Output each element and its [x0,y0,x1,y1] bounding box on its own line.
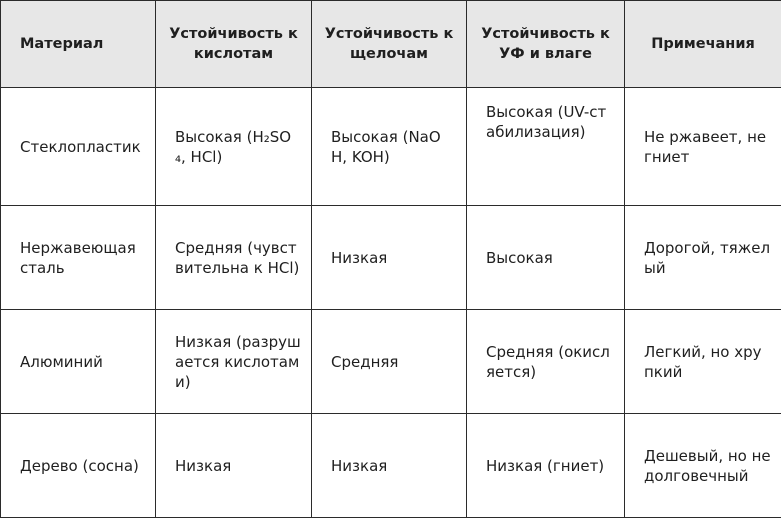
cell-notes: Не ржавеет, не гниет [625,88,781,206]
cell-notes: Легкий, но хрупкий [625,310,781,414]
cell-notes: Дорогой, тяжелый [625,206,781,310]
cell-uv: Высокая [467,206,625,310]
cell-alkali: Низкая [312,414,467,518]
cell-acid: Низкая (разрушается кислотами) [156,310,312,414]
header-notes: Примечания [625,1,781,88]
cell-uv: Низкая (гниет) [467,414,625,518]
cell-uv: Средняя (окисляется) [467,310,625,414]
cell-alkali: Высокая (NaOH, KOH) [312,88,467,206]
table-row [1,414,781,518]
cell-material: Стеклопластик [1,88,156,206]
cell-notes: Дешевый, но недолговечный [625,414,781,518]
table-row [1,206,781,310]
cell-material: Дерево (сосна) [1,414,156,518]
cell-material: Нержавеющая сталь [1,206,156,310]
header-acid-resistance: Устойчивость к кислотам [156,1,312,88]
table-header-row [1,1,781,88]
cell-acid: Низкая [156,414,312,518]
header-material: Материал [1,1,156,88]
cell-alkali: Средняя [312,310,467,414]
cell-alkali: Низкая [312,206,467,310]
cell-acid: Высокая (H₂SO₄, HCl) [156,88,312,206]
table-row [1,310,781,414]
cell-acid: Средняя (чувствительна к HCl) [156,206,312,310]
cell-uv: Высокая (UV-стабилизация) [467,88,625,206]
table-row [1,88,781,206]
cell-material: Алюминий [1,310,156,414]
header-uv-moisture-resistance: Устойчивость к УФ и влаге [467,1,625,88]
header-alkali-resistance: Устойчивость к щелочам [312,1,467,88]
